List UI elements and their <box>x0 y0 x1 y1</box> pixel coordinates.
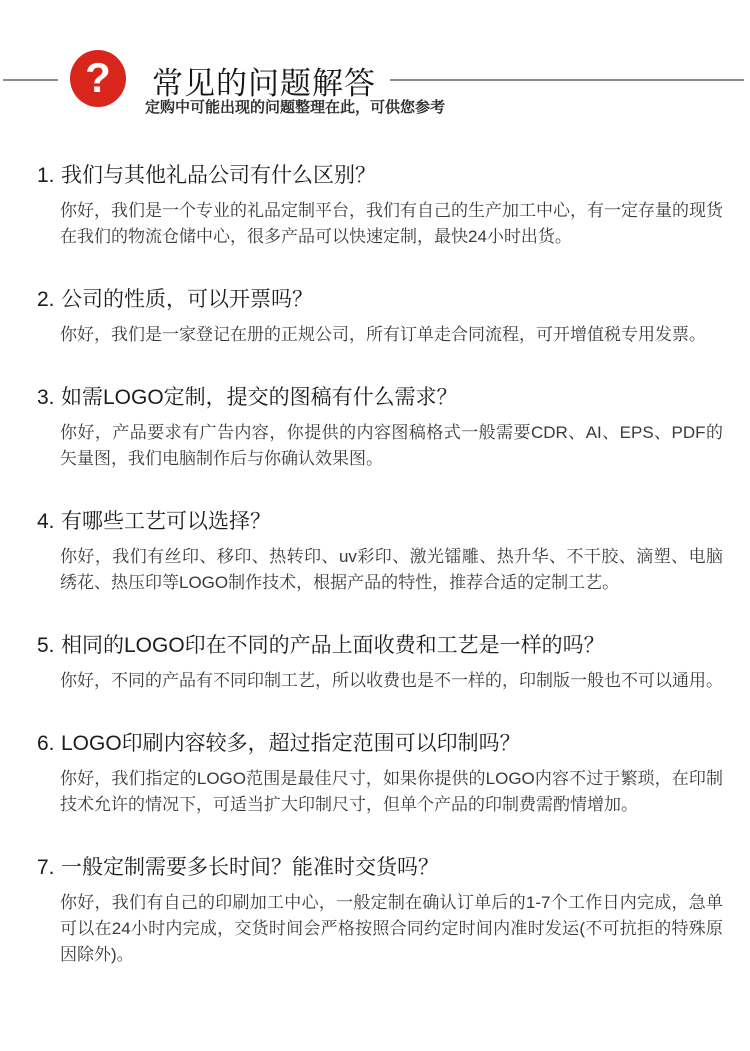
header <box>0 0 750 140</box>
header-left-divider <box>3 79 58 81</box>
question-mark-glyph: ? <box>85 53 111 101</box>
faq-question-text: 相同的LOGO印在不同的产品上面收费和工艺是一样的吗？ <box>61 634 605 657</box>
faq-question-number: 3. <box>37 386 55 409</box>
faq-answer: 你好，产品要求有广告内容，你提供的内容图稿格式一般需要CDR、AI、EPS、PDF的矢量图，我们电脑制作后与你确认效果图。 <box>60 423 723 468</box>
faq-item-4 <box>0 508 750 596</box>
question-mark-icon <box>70 50 126 107</box>
faq-answer: 你好，我们是一家登记在册的正规公司，所有订单走合同流程，可开增值税专用发票。 <box>60 325 706 344</box>
faq-item-7 <box>0 854 750 968</box>
faq-question-text: 如需LOGO定制，提交的图稿有什么需求？ <box>61 386 458 409</box>
faq-answer: 你好，不同的产品有不同印制工艺，所以收费也是不一样的，印制版一般也不可以通用。 <box>60 671 723 690</box>
faq-answer: 你好，我们有丝印、移印、热转印、uv彩印、激光镭雕、热升华、不干胶、滴塑、电脑绣花、热压印等LOGO制作技术，根据产品的特性，推荐合适的定制工艺。 <box>60 547 723 592</box>
faq-item-5 <box>0 632 750 694</box>
page-subtitle: 定购中可能出现的问题整理在此，可供您参考 <box>145 99 446 116</box>
faq-answer: 你好，我们有自己的印刷加工中心，一般定制在确认订单后的1-7个工作日内完成，急单可以在24小时内完成，交货时间会严格按照合同约定时间内准时发运(不可抗拒的特殊原因除外)。 <box>60 893 723 964</box>
faq-question-number: 5. <box>37 634 55 657</box>
faq-question-number: 1. <box>37 164 55 187</box>
faq-question-text: 一般定制需要多长时间？能准时交货吗？ <box>61 856 439 879</box>
faq-question-number: 2. <box>37 288 55 311</box>
page-title: 常见的问题解答 <box>152 66 376 101</box>
faq-question <box>0 384 750 412</box>
faq-question-text: LOGO印刷内容较多，超过指定范围可以印制吗？ <box>61 732 521 755</box>
faq-question-text: 我们与其他礼品公司有什么区别？ <box>61 164 376 187</box>
faq-item-1 <box>0 162 750 250</box>
faq-question-text: 公司的性质，可以开票吗？ <box>61 288 313 311</box>
faq-question <box>0 286 750 314</box>
faq-question-text: 有哪些工艺可以选择？ <box>61 510 271 533</box>
faq-question-number: 6. <box>37 732 55 755</box>
faq-question-number: 4. <box>37 510 55 533</box>
faq-item-2 <box>0 286 750 348</box>
faq-question <box>0 730 750 758</box>
faq-question <box>0 854 750 882</box>
faq-question <box>0 162 750 190</box>
faq-question <box>0 632 750 660</box>
header-right-divider <box>390 79 744 81</box>
faq-list <box>0 162 750 1004</box>
faq-answer: 你好，我们指定的LOGO范围是最佳尺寸，如果你提供的LOGO内容不过于繁琐，在印制技术允许的情况下，可适当扩大印制尺寸，但单个产品的印制费需酌情增加。 <box>60 769 723 814</box>
faq-answer: 你好，我们是一个专业的礼品定制平台，我们有自己的生产加工中心，有一定存量的现货在我们的物流仓储中心，很多产品可以快速定制，最快24小时出货。 <box>60 201 723 246</box>
faq-item-6 <box>0 730 750 818</box>
faq-question-number: 7. <box>37 856 55 879</box>
faq-question <box>0 508 750 536</box>
faq-item-3 <box>0 384 750 472</box>
